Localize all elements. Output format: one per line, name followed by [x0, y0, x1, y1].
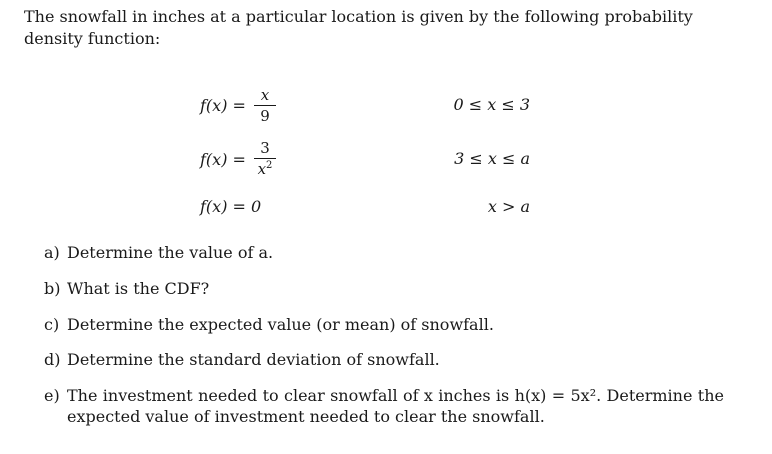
pdf-domain: 0 ≤ x ≤ 3 [453, 95, 530, 114]
question-b [44, 278, 724, 299]
pdf-domain: x > a [487, 197, 530, 216]
pdf-row-2 [0, 137, 772, 181]
fraction-denominator: 9 [260, 107, 270, 125]
question-text: What is the CDF? [67, 279, 210, 298]
denominator-base: x [257, 160, 267, 178]
denominator-exponent: 2 [266, 160, 273, 171]
question-c [44, 314, 724, 335]
question-letter: d) [44, 350, 61, 369]
fraction-denominator [254, 159, 276, 178]
question-letter: a) [44, 243, 60, 262]
question-d [44, 349, 724, 370]
problem-intro: The snowfall in inches at a particular location is given by the following probability density function: [24, 7, 693, 48]
question-text: Determine the standard deviation of snowfall. [67, 350, 440, 369]
question-text: Determine the expected value (or mean) of snowfall. [67, 315, 494, 334]
fraction-numerator: x [254, 86, 276, 106]
question-letter: b) [44, 279, 61, 298]
question-letter: c) [44, 315, 60, 334]
question-e [44, 385, 724, 427]
pdf-domain: 3 ≤ x ≤ a [454, 149, 530, 168]
pdf-fraction [254, 139, 276, 178]
question-a [44, 242, 724, 263]
pdf-row-3 [0, 188, 772, 232]
question-text: Determine the value of a. [67, 243, 274, 262]
pdf-lhs: f(x) = 0 [200, 197, 262, 216]
question-letter: e) [44, 386, 60, 405]
pdf-row-1 [0, 84, 772, 128]
pdf-fraction [254, 86, 276, 125]
question-text: The investment needed to clear snowfall of x inches is h(x) = 5x². Determine the expected value of investment needed to clear the snowfall. [67, 386, 724, 426]
fraction-numerator: 3 [254, 139, 276, 159]
pdf-lhs: f(x) = [200, 96, 246, 115]
pdf-lhs: f(x) = [200, 150, 246, 169]
